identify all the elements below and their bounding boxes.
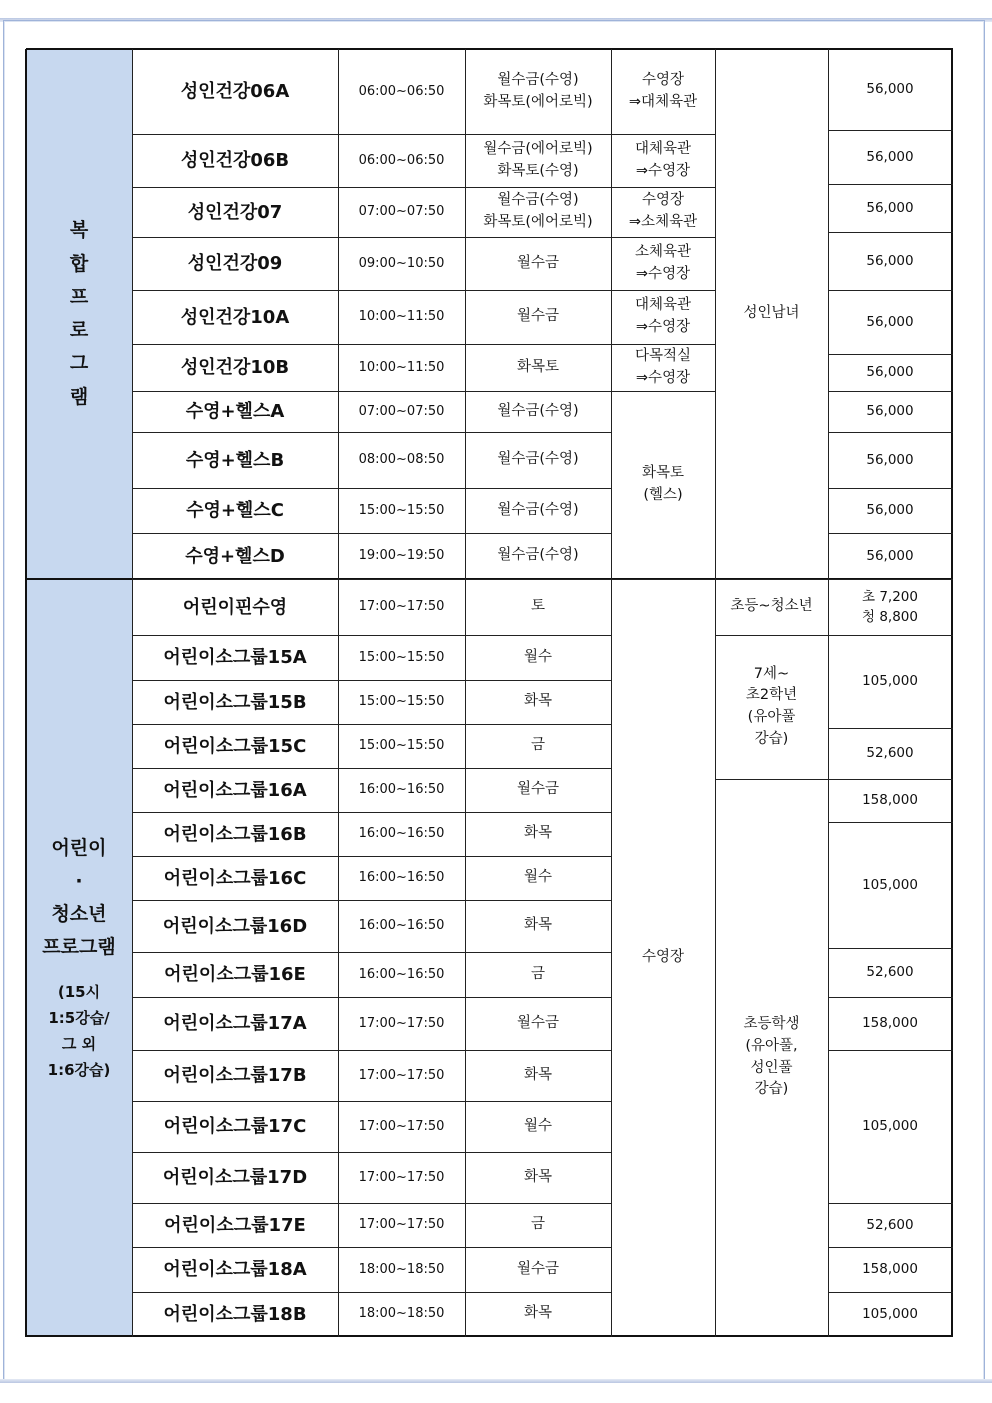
grid-line xyxy=(26,1335,953,1337)
category-youth-title: 어린이 · 청소년 프로그램 xyxy=(42,836,116,959)
grid-line xyxy=(132,579,612,580)
monthly-fee: 56,000 xyxy=(828,488,952,533)
grid-line xyxy=(26,48,953,50)
grid-line xyxy=(132,237,612,238)
grid-line xyxy=(132,724,612,725)
class-days: 화목 xyxy=(465,680,611,724)
program-name: 어린이소그룹16E xyxy=(132,952,338,997)
grid-line xyxy=(132,1247,612,1248)
grid-line xyxy=(611,187,716,188)
monthly-fee: 105,000 xyxy=(828,635,952,728)
program-name: 어린이소그룹17E xyxy=(132,1203,338,1247)
grid-line xyxy=(132,997,612,998)
class-days: 화목 xyxy=(465,900,611,952)
program-name: 어린이소그룹16A xyxy=(132,768,338,812)
class-time: 16:00~16:50 xyxy=(338,900,465,952)
grid-line xyxy=(132,856,612,857)
monthly-fee: 158,000 xyxy=(828,997,952,1050)
monthly-fee: 56,000 xyxy=(828,184,952,232)
program-name: 어린이소그룹17D xyxy=(132,1152,338,1203)
class-time: 17:00~17:50 xyxy=(338,579,465,635)
program-name: 어린이소그룹17A xyxy=(132,997,338,1050)
grid-line xyxy=(828,432,953,433)
grid-line xyxy=(25,49,27,1337)
program-name: 어린이소그룹16C xyxy=(132,856,338,900)
category-youth-program xyxy=(26,579,132,1336)
class-days: 월수 xyxy=(465,1101,611,1152)
monthly-fee: 56,000 xyxy=(828,232,952,290)
class-time: 17:00~17:50 xyxy=(338,1203,465,1247)
class-location: 소체육관 ⇒수영장 xyxy=(611,237,715,290)
class-days: 화목 xyxy=(465,1152,611,1203)
grid-line xyxy=(828,822,953,823)
target-group: 성인남녀 xyxy=(715,49,828,579)
class-days: 월수금 xyxy=(465,997,611,1050)
monthly-fee: 105,000 xyxy=(828,1050,952,1203)
grid-line xyxy=(828,290,953,291)
class-location: 수영장 ⇒대체육관 xyxy=(611,49,715,134)
class-time: 17:00~17:50 xyxy=(338,997,465,1050)
class-time: 07:00~07:50 xyxy=(338,187,465,237)
grid-line xyxy=(132,1203,612,1204)
class-location: 대체육관 ⇒수영장 xyxy=(611,134,715,187)
class-days: 월수금(수영) xyxy=(465,391,611,432)
program-name: 성인건강06B xyxy=(132,134,338,187)
program-name: 어린이소그룹18B xyxy=(132,1292,338,1336)
grid-line xyxy=(132,187,612,188)
grid-line xyxy=(828,49,829,1337)
program-name: 성인건강07 xyxy=(132,187,338,237)
grid-line xyxy=(132,488,612,489)
category-youth-note: (15시 1:5강습/ 그 외 1:6강습) xyxy=(47,982,111,1080)
class-time: 16:00~16:50 xyxy=(338,856,465,900)
class-time: 16:00~16:50 xyxy=(338,812,465,856)
program-name: 어린이핀수영 xyxy=(132,579,338,635)
class-days: 월수 xyxy=(465,856,611,900)
grid-line xyxy=(715,635,829,636)
class-time: 15:00~15:50 xyxy=(338,635,465,680)
grid-line xyxy=(132,432,612,433)
grid-line xyxy=(828,488,953,489)
class-days: 화목 xyxy=(465,812,611,856)
class-days: 월수금 xyxy=(465,768,611,812)
program-name: 성인건강09 xyxy=(132,237,338,290)
class-days: 월수금(수영) 화목토(에어로빅) xyxy=(465,49,611,134)
program-name: 성인건강10B xyxy=(132,344,338,391)
grid-line xyxy=(132,680,612,681)
grid-line xyxy=(132,290,612,291)
class-time: 15:00~15:50 xyxy=(338,488,465,533)
grid-line xyxy=(132,1152,612,1153)
class-time: 19:00~19:50 xyxy=(338,533,465,579)
grid-line xyxy=(611,344,716,345)
program-name: 어린이소그룹16B xyxy=(132,812,338,856)
grid-line xyxy=(611,134,716,135)
class-time: 06:00~06:50 xyxy=(338,49,465,134)
class-location: 수영장 xyxy=(611,579,715,1336)
class-time: 09:00~10:50 xyxy=(338,237,465,290)
grid-line xyxy=(828,130,953,131)
program-name: 어린이소그룹15A xyxy=(132,635,338,680)
class-days: 토 xyxy=(465,579,611,635)
grid-line xyxy=(611,290,716,291)
grid-line xyxy=(828,533,953,534)
grid-line xyxy=(132,900,612,901)
monthly-fee: 105,000 xyxy=(828,822,952,948)
monthly-fee: 56,000 xyxy=(828,290,952,354)
class-time: 17:00~17:50 xyxy=(338,1101,465,1152)
monthly-fee: 52,600 xyxy=(828,948,952,997)
class-days: 화목토 xyxy=(465,344,611,391)
grid-line xyxy=(132,635,612,636)
grid-line xyxy=(715,779,829,780)
class-time: 15:00~15:50 xyxy=(338,724,465,768)
grid-line xyxy=(828,1203,953,1204)
class-time: 18:00~18:50 xyxy=(338,1247,465,1292)
program-name: 성인건강06A xyxy=(132,49,338,134)
monthly-fee: 158,000 xyxy=(828,1247,952,1292)
grid-line xyxy=(828,728,953,729)
grid-line xyxy=(828,184,953,185)
program-name: 어린이소그룹18A xyxy=(132,1247,338,1292)
program-name: 수영+헬스A xyxy=(132,391,338,432)
class-days: 월수금 xyxy=(465,237,611,290)
class-days: 금 xyxy=(465,724,611,768)
target-group: 7세~ 초2학년 (유아풀 강습) xyxy=(715,635,828,779)
grid-line xyxy=(828,997,953,998)
class-days: 월수금 xyxy=(465,290,611,344)
program-name: 수영+헬스D xyxy=(132,533,338,579)
grid-line xyxy=(132,1101,612,1102)
class-location: 화목토 (헬스) xyxy=(611,391,715,579)
class-time: 16:00~16:50 xyxy=(338,952,465,997)
grid-line xyxy=(132,134,612,135)
grid-line xyxy=(828,635,953,636)
program-name: 성인건강10A xyxy=(132,290,338,344)
monthly-fee: 56,000 xyxy=(828,391,952,432)
monthly-fee: 105,000 xyxy=(828,1292,952,1336)
class-location: 대체육관 ⇒수영장 xyxy=(611,290,715,344)
grid-line xyxy=(132,49,133,1337)
class-days: 월수금(에어로빅) 화목토(수영) xyxy=(465,134,611,187)
grid-line xyxy=(132,1292,612,1293)
target-group: 초등학생 (유아풀, 성인풀 강습) xyxy=(715,779,828,1336)
program-name: 어린이소그룹17B xyxy=(132,1050,338,1101)
monthly-fee: 56,000 xyxy=(828,130,952,184)
monthly-fee: 52,600 xyxy=(828,728,952,779)
grid-line xyxy=(828,1050,953,1051)
class-days: 금 xyxy=(465,952,611,997)
grid-line xyxy=(132,533,612,534)
grid-line xyxy=(611,237,716,238)
grid-line xyxy=(828,579,953,580)
class-time: 10:00~11:50 xyxy=(338,290,465,344)
monthly-fee: 56,000 xyxy=(828,432,952,488)
grid-line xyxy=(132,812,612,813)
class-time: 18:00~18:50 xyxy=(338,1292,465,1336)
grid-line xyxy=(611,579,716,580)
grid-line xyxy=(828,1292,953,1293)
monthly-fee: 56,000 xyxy=(828,354,952,391)
class-time: 16:00~16:50 xyxy=(338,768,465,812)
monthly-fee: 초 7,200 청 8,800 xyxy=(828,579,952,635)
class-time: 10:00~11:50 xyxy=(338,344,465,391)
grid-line xyxy=(715,579,829,580)
class-days: 월수금(수영) xyxy=(465,432,611,488)
class-time: 08:00~08:50 xyxy=(338,432,465,488)
class-time: 17:00~17:50 xyxy=(338,1050,465,1101)
grid-line xyxy=(132,344,612,345)
monthly-fee: 52,600 xyxy=(828,1203,952,1247)
grid-line xyxy=(828,779,953,780)
grid-line xyxy=(951,49,953,1337)
grid-line xyxy=(132,1050,612,1051)
class-days: 월수금 xyxy=(465,1247,611,1292)
grid-line xyxy=(828,948,953,949)
class-days: 화목 xyxy=(465,1292,611,1336)
grid-line xyxy=(828,354,953,355)
monthly-fee: 158,000 xyxy=(828,779,952,822)
grid-line xyxy=(338,49,339,1337)
monthly-fee: 56,000 xyxy=(828,533,952,579)
grid-line xyxy=(132,952,612,953)
grid-line xyxy=(132,768,612,769)
class-location: 수영장 ⇒소체육관 xyxy=(611,187,715,237)
program-name: 어린이소그룹15B xyxy=(132,680,338,724)
category-combined-program: 복 합 프 로 그 램 xyxy=(26,49,132,579)
class-days: 월수 xyxy=(465,635,611,680)
class-location: 다목적실 ⇒수영장 xyxy=(611,344,715,391)
grid-line xyxy=(132,391,612,392)
class-days: 월수금(수영) xyxy=(465,488,611,533)
grid-line xyxy=(828,232,953,233)
monthly-fee: 56,000 xyxy=(828,49,952,130)
class-time: 06:00~06:50 xyxy=(338,134,465,187)
program-name: 어린이소그룹15C xyxy=(132,724,338,768)
grid-line xyxy=(828,391,953,392)
program-name: 어린이소그룹16D xyxy=(132,900,338,952)
class-time: 17:00~17:50 xyxy=(338,1152,465,1203)
class-time: 07:00~07:50 xyxy=(338,391,465,432)
class-days: 금 xyxy=(465,1203,611,1247)
grid-line xyxy=(465,49,466,1337)
grid-line xyxy=(715,49,716,1337)
target-group: 초등~청소년 xyxy=(715,579,828,635)
grid-line xyxy=(828,1247,953,1248)
program-name: 수영+헬스B xyxy=(132,432,338,488)
class-days: 월수금(수영) xyxy=(465,533,611,579)
class-days: 화목 xyxy=(465,1050,611,1101)
program-name: 어린이소그룹17C xyxy=(132,1101,338,1152)
program-name: 수영+헬스C xyxy=(132,488,338,533)
grid-line xyxy=(611,391,716,392)
class-time: 15:00~15:50 xyxy=(338,680,465,724)
grid-line xyxy=(611,49,612,1337)
class-days: 월수금(수영) 화목토(에어로빅) xyxy=(465,187,611,237)
